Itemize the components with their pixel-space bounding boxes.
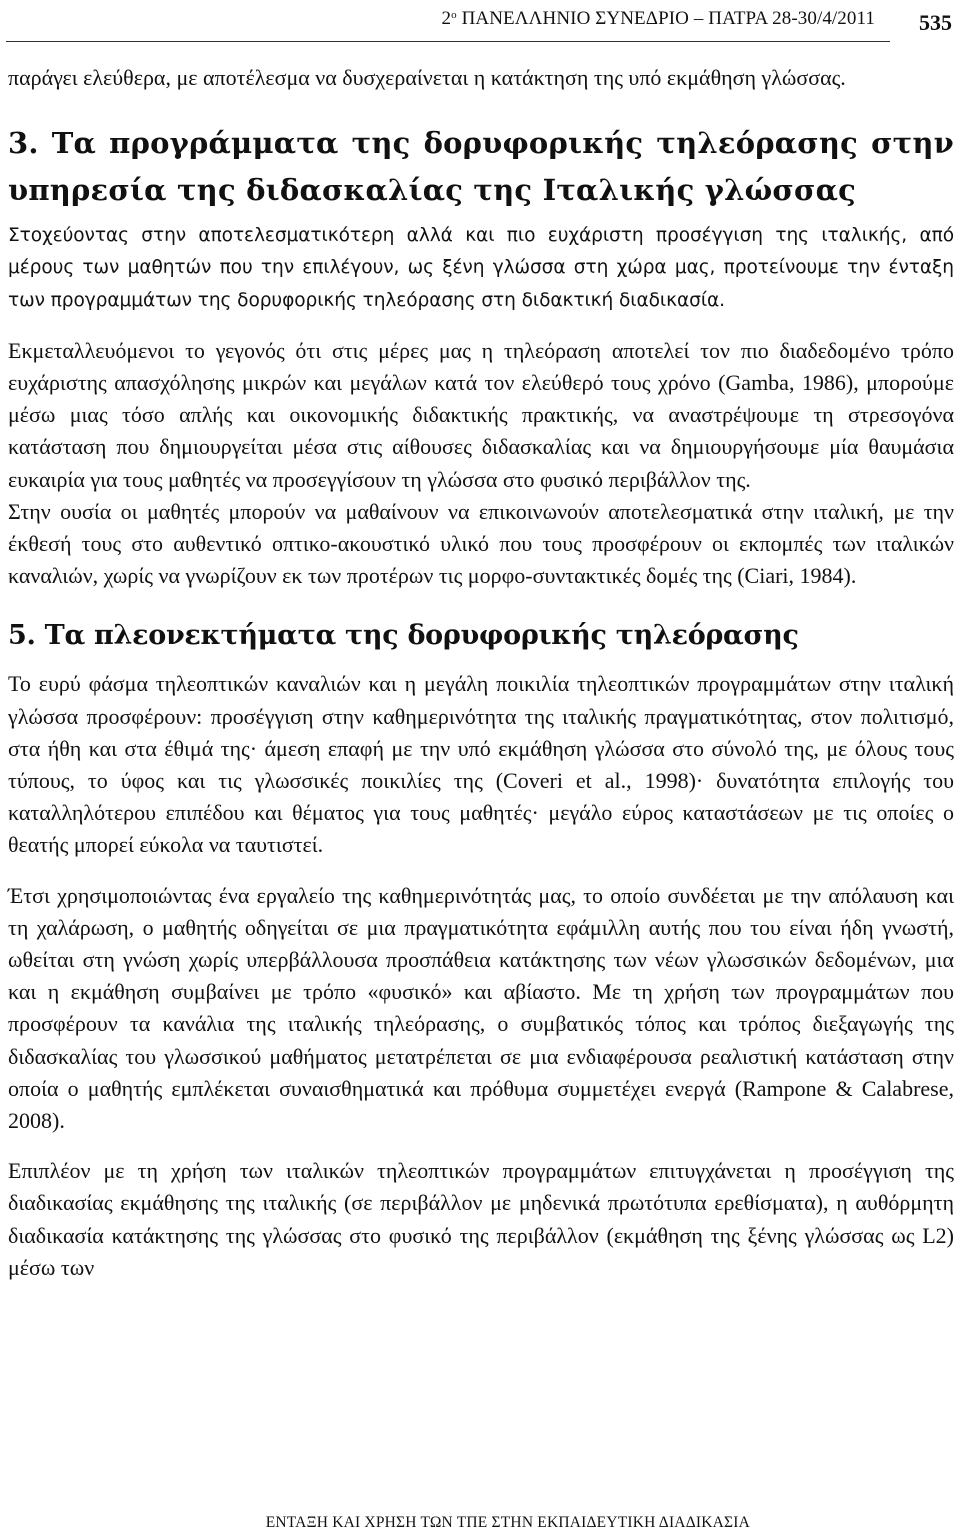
running-footer [0,1510,960,1536]
page-body [8,62,954,1284]
footer-title: ΕΝΤΑΞΗ ΚΑΙ ΧΡΗΣΗ ΤΩΝ ΤΠΕ ΣΤΗΝ ΕΚΠΑΙΔΕΥΤΙΚΗ ΔΙΑΔΙΚΑΣΙΑ [265,1514,750,1531]
section-5-paragraph-2: Έτσι χρησιμοποιώντας ένα εργαλείο της καθημερινότητάς μας, το οποίο συνδέεται με την απόλαυση και τη χαλάρωση, ο μαθητής οδηγείται σε μια πραγματικότητα εφάμιλλη αυτής που του είναι ήδη γνωστή, ωθείται στη γνώση χωρίς υπερβάλλουσα προσπάθεια κατάκτησης των νέων γλωσσικών δεδομένων, μια και η εκμάθηση συμβαίνει με τρόπο «φυσικό» και αβίαστο. Με τη χρήση των προγραμμάτων που προσφέρουν τα κανάλια της ιταλικής τηλεόρασης, ο συμβατικός τόπος και τρόπος διεξαγωγής της διδασκαλίας του γλωσσικού μαθήματος μετατρέπεται σε μια ενδιαφέρουσα ρεαλιστική κατάσταση στην οποία ο μαθητής εμπλέκεται συναισθηματικά και πρόθυμα συμμετέχει ενεργά (Rampone & Calabrese, 2008). [8,882,954,1134]
conference-ordinal-suffix: ο [451,9,457,21]
conference-title [442,8,875,30]
conference-title-text: ΠΑΝΕΛΛΗΝΙΟ ΣΥΝΕΔΡΙΟ – ΠΑΤΡΑ 28-30/4/2011 [456,8,875,29]
section-5-paragraph-3: Επιπλέον με τη χρήση των ιταλικών τηλεοπτικών προγραμμάτων επιτυγχάνεται η προσέγγιση της διαδικασίας εκμάθησης της ιταλικής (σε περιβάλλον με μηδενικά πρωτότυπα ερεθίσματα), η αυθόρμητη διαδικασία κατάκτησης της γλώσσας στο φυσικό της περιβάλλον (εκμάθηση της ξένης γλώσσας ως L2) μέσω των [8,1158,954,1280]
section-5-paragraph-1: Το ευρύ φάσμα τηλεοπτικών καναλιών και η μεγάλη ποικιλία τηλεοπτικών προγραμμάτων στην ιταλική γλώσσα προσφέρουν: προσέγγιση στην καθημερινότητα της ιταλικής πραγματικότητας, στον πολιτισμό, στα ήθη και στα έθιμά της· άμεση επαφή με την υπό εκμάθηση γλώσσα στο σύνολό της, με όλους τους τύπους, το ύφος και τις γλωσσικές ποικιλίες της (Coveri et al., 1998)· δυνατότητα επιλογής του καταλληλότερου επιπέδου και θέματος για τους μαθητές· μεγάλο εύρος καταστάσεων με τις οποίες ο θεατής μπορεί εύκολα να ταυτιστεί. [8,671,954,858]
section-3-paragraph-2: Εκμεταλλευόμενοι το γεγονός ότι στις μέρες μας η τηλεόραση αποτελεί τον πιο διαδεδομένο τρόπο ευχάριστης απασχόλησης μικρών και μεγάλων κατά τον ελεύθερό τους χρόνο (Gamba, 1986), μπορούμε μέσω μιας τόσο απλής και οικονομικής διδακτικής πρακτικής, να αναστρέψουμε τη στρεσογόνα κατάσταση που δημιουργείται μέσα στις αίθουσες διδασκαλίας και να δημιουργήσουμε μία θαυμάσια ευκαιρία για τους μαθητές να προσεγγίσουν τη γλώσσα στο φυσικό περιβάλλον της. [8,337,954,492]
section-3-heading: 3. Τα προγράμματα της δορυφορικής τηλεόρασης στην υπηρεσία της διδασκαλίας της Ιταλικής γλώσσας [8,126,954,208]
running-header [0,4,960,48]
header-divider [6,41,890,42]
page-number: 535 [919,10,952,35]
section-5-heading: 5. Τα πλεονεκτήματα της δορυφορικής τηλεόρασης [8,620,799,652]
section-3-paragraph-3: Στην ουσία οι μαθητές μπορούν να μαθαίνουν να επικοινωνούν αποτελεσματικά στην ιταλική, με την έκθεσή τους στο αυθεντικό οπτικο-ακουστικό υλικό που τους προσφέρουν οι εκπομπές των ιταλικών καναλιών, χωρίς να γνωρίζουν εκ των προτέρων τις μορφο-συντακτικές δομές της (Ciari, 1984). [8,498,954,589]
intro-continuation-paragraph: παράγει ελεύθερα, με αποτέλεσμα να δυσχεραίνεται η κατάκτηση της υπό εκμάθηση γλώσσας. [8,65,846,90]
conference-ordinal: 2 [441,8,452,29]
section-3-paragraph-1: Στοχεύοντας στην αποτελεσματικότερη αλλά και πιο ευχάριστη προσέγγιση της ιταλικής, από μέρους των μαθητών που την επιλέγουν, ως ξένη γλώσσα στη χώρα μας, προτείνουμε την ένταξη των προγραμμάτων της δορυφορικής τηλεόρασης στη διδακτική διαδικασία. [8,225,954,311]
